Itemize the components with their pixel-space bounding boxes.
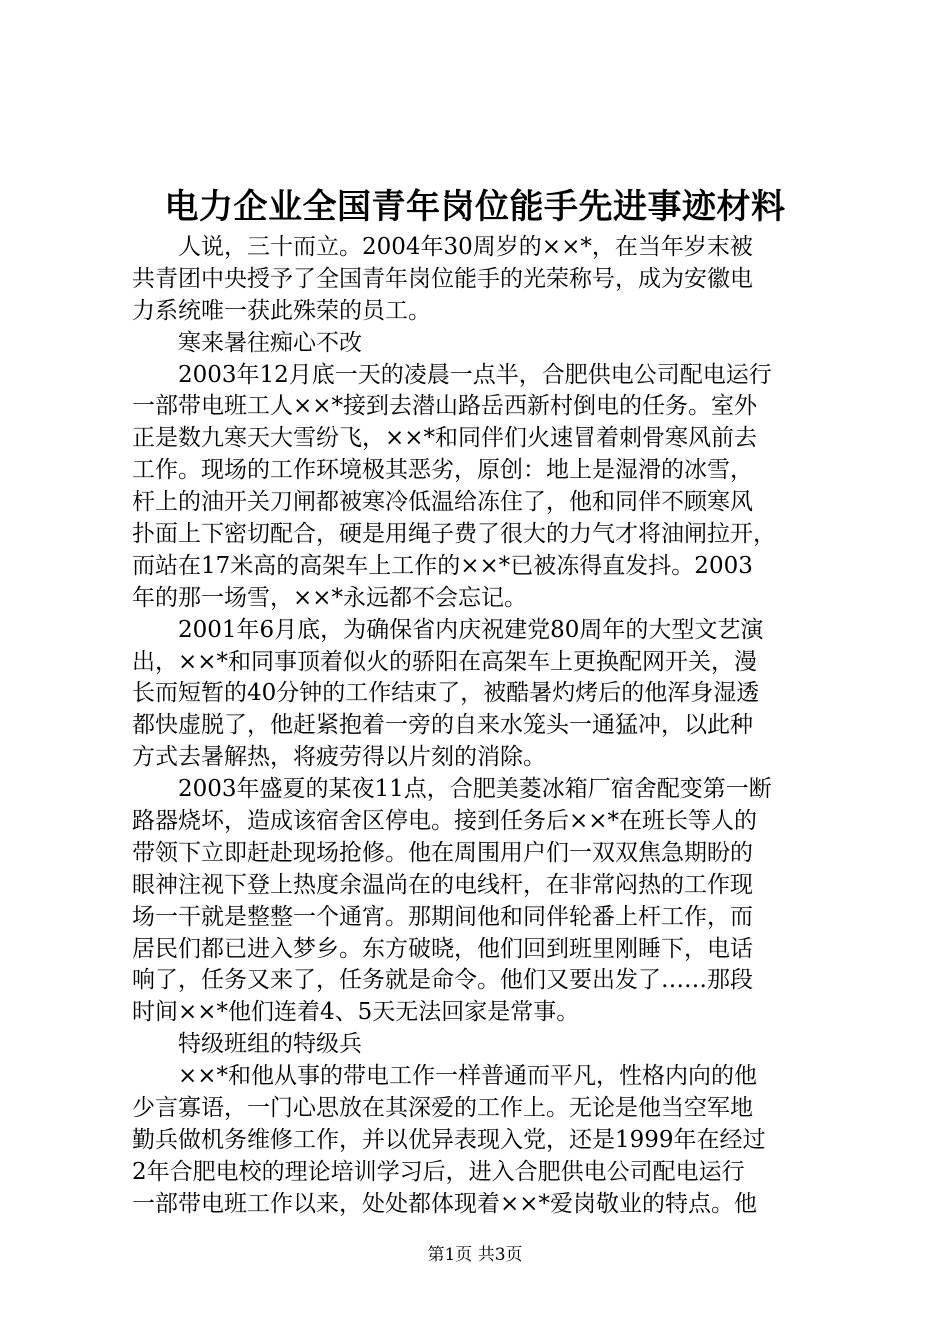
page-footer: 第1页 共3页	[427, 1245, 523, 1265]
section-heading: 特级班组的特级兵	[132, 1031, 362, 1058]
body-line: 路器烧坏，造成该宿舍区停电。接到任务后××*在班长等人的	[132, 808, 758, 835]
document-body	[132, 232, 832, 1221]
body-line: 出，××*和同事顶着似火的骄阳在高架车上更换配网开关，漫	[132, 648, 758, 675]
section-heading: 寒来暑往痴心不改	[132, 329, 362, 356]
body-line: 时间××*他们连着4、5天无法回家是常事。	[132, 999, 580, 1026]
body-line: 方式去暑解热，将疲劳得以片刻的消除。	[132, 744, 546, 771]
body-line: 而站在17米高的高架车上工作的××*已被冻得直发抖。2003	[132, 552, 753, 579]
body-line: 眼神注视下登上热度余温尚在的电线杆，在非常闷热的工作现	[132, 871, 753, 898]
document-title: 电力企业全国青年岗位能手先进事迹材料	[164, 187, 786, 227]
body-line: 杆上的油开关刀闸都被寒冷低温给冻住了，他和同伴不顾寒风	[132, 489, 753, 516]
body-line: 人说，三十而立。2004年30周岁的××*，在当年岁末被	[132, 234, 753, 260]
body-line: 2001年6月底，为确保省内庆祝建党80周年的大型文艺演	[132, 616, 764, 643]
body-line: ××*和他从事的带电工作一样普通而平凡，性格内向的他	[132, 1063, 758, 1090]
body-line: 工作。现场的工作环境极其恶劣，原创：地上是湿滑的冰雪，	[132, 457, 753, 484]
body-line: 勤兵做机务维修工作，并以优异表现入党，还是1999年在经过	[132, 1126, 766, 1153]
body-line: 共青团中央授予了全国青年岗位能手的光荣称号，成为安徽电	[132, 265, 753, 292]
body-line: 场一干就是整整一个通宵。那期间他和同伴轮番上杆工作，而	[132, 903, 753, 930]
body-line: 少言寡语，一门心思放在其深爱的工作上。无论是他当空军地	[132, 1095, 753, 1122]
body-line: 力系统唯一获此殊荣的员工。	[132, 297, 431, 324]
body-line: 扑面上下密切配合，硬是用绳子费了很大的力气才将油闸拉开，	[132, 521, 776, 548]
body-line: 居民们都已进入梦乡。东方破晓，他们回到班里刚睡下，电话	[132, 935, 753, 962]
body-line: 带领下立即赶赴现场抢修。他在周围用户们一双双焦急期盼的	[132, 839, 753, 866]
body-line: 正是数九寒天大雪纷飞，××*和同伴们火速冒着刺骨寒风前去	[132, 425, 758, 452]
body-line: 长而短暂的40分钟的工作结束了，被酷暑灼烤后的他浑身湿透	[132, 680, 760, 707]
body-line: 一部带电班工作以来，处处都体现着××*爱岗敬业的特点。他	[132, 1190, 758, 1217]
body-line: 2年合肥电校的理论培训学习后，进入合肥供电公司配电运行	[132, 1158, 745, 1185]
body-line: 都快虚脱了，他赶紧抱着一旁的自来水笼头一通猛冲，以此种	[132, 712, 753, 739]
body-line: 一部带电班工人××*接到去潜山路岳西新村倒电的任务。室外	[132, 393, 758, 420]
body-line: 2003年盛夏的某夜11点，合肥美菱冰箱厂宿舍配变第一断	[132, 776, 772, 803]
body-line: 响了，任务又来了，任务就是命令。他们又要出发了……那段	[132, 967, 753, 994]
body-line: 2003年12月底一天的凌晨一点半，合肥供电公司配电运行	[132, 361, 772, 388]
body-line: 年的那一场雪，××*永远都不会忘记。	[132, 584, 528, 611]
